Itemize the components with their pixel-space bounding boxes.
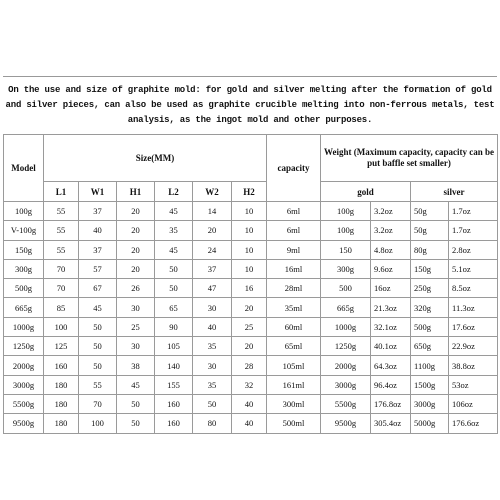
- w1-cell: 50: [79, 317, 117, 336]
- w2-cell: 47: [193, 279, 232, 298]
- h1-cell: 30: [117, 337, 155, 356]
- w1-cell: 55: [79, 375, 117, 394]
- l1-cell: 160: [44, 356, 79, 375]
- h1-cell: 25: [117, 317, 155, 336]
- gold-header: gold: [321, 182, 411, 202]
- gold-weight-cell: 100g: [321, 202, 371, 221]
- h2-cell: 10: [232, 240, 267, 259]
- w2-header: W2: [193, 182, 232, 202]
- w1-cell: 45: [79, 298, 117, 317]
- capacity-cell: 500ml: [267, 414, 321, 433]
- gold-weight-cell: 100g: [321, 221, 371, 240]
- gold-oz-cell: 32.1oz: [371, 317, 411, 336]
- w2-cell: 35: [193, 375, 232, 394]
- capacity-cell: 60ml: [267, 317, 321, 336]
- h2-cell: 32: [232, 375, 267, 394]
- model-cell: 150g: [4, 240, 44, 259]
- silver-oz-cell: 1.7oz: [449, 221, 498, 240]
- capacity-cell: 6ml: [267, 202, 321, 221]
- capacity-cell: 9ml: [267, 240, 321, 259]
- h1-cell: 45: [117, 375, 155, 394]
- w1-cell: 40: [79, 221, 117, 240]
- silver-weight-cell: 50g: [411, 221, 449, 240]
- l1-cell: 180: [44, 414, 79, 433]
- l1-cell: 85: [44, 298, 79, 317]
- l1-cell: 125: [44, 337, 79, 356]
- l2-cell: 155: [155, 375, 193, 394]
- silver-weight-cell: 1100g: [411, 356, 449, 375]
- l2-cell: 160: [155, 414, 193, 433]
- l1-header: L1: [44, 182, 79, 202]
- model-cell: 500g: [4, 279, 44, 298]
- table-body: [4, 202, 498, 434]
- gold-oz-cell: 4.8oz: [371, 240, 411, 259]
- gold-weight-cell: 3000g: [321, 375, 371, 394]
- l2-cell: 160: [155, 394, 193, 413]
- capacity-cell: 161ml: [267, 375, 321, 394]
- h2-cell: 28: [232, 356, 267, 375]
- w1-cell: 37: [79, 240, 117, 259]
- spec-sheet: [3, 76, 497, 434]
- silver-weight-cell: 1500g: [411, 375, 449, 394]
- l2-cell: 50: [155, 259, 193, 278]
- gold-oz-cell: 3.2oz: [371, 221, 411, 240]
- silver-weight-cell: 5000g: [411, 414, 449, 433]
- w2-cell: 30: [193, 356, 232, 375]
- w1-header: W1: [79, 182, 117, 202]
- silver-oz-cell: 53oz: [449, 375, 498, 394]
- model-cell: 3000g: [4, 375, 44, 394]
- l2-header: L2: [155, 182, 193, 202]
- l2-cell: 140: [155, 356, 193, 375]
- silver-oz-cell: 2.8oz: [449, 240, 498, 259]
- silver-weight-cell: 80g: [411, 240, 449, 259]
- gold-weight-cell: 2000g: [321, 356, 371, 375]
- w1-cell: 70: [79, 394, 117, 413]
- l1-cell: 180: [44, 375, 79, 394]
- capacity-cell: 300ml: [267, 394, 321, 413]
- capacity-cell: 65ml: [267, 337, 321, 356]
- gold-oz-cell: 21.3oz: [371, 298, 411, 317]
- l2-cell: 50: [155, 279, 193, 298]
- silver-oz-cell: 11.3oz: [449, 298, 498, 317]
- silver-oz-cell: 8.5oz: [449, 279, 498, 298]
- gold-oz-cell: 305.4oz: [371, 414, 411, 433]
- silver-oz-cell: 17.6oz: [449, 317, 498, 336]
- h2-cell: 20: [232, 298, 267, 317]
- w2-cell: 20: [193, 221, 232, 240]
- model-header: Model: [4, 135, 44, 202]
- gold-oz-cell: 96.4oz: [371, 375, 411, 394]
- capacity-cell: 28ml: [267, 279, 321, 298]
- silver-oz-cell: 22.9oz: [449, 337, 498, 356]
- w2-cell: 50: [193, 394, 232, 413]
- model-cell: 300g: [4, 259, 44, 278]
- h2-cell: 10: [232, 221, 267, 240]
- gold-oz-cell: 64.3oz: [371, 356, 411, 375]
- model-cell: 9500g: [4, 414, 44, 433]
- model-cell: 665g: [4, 298, 44, 317]
- h2-cell: 10: [232, 259, 267, 278]
- silver-oz-cell: 38.8oz: [449, 356, 498, 375]
- silver-oz-cell: 106oz: [449, 394, 498, 413]
- w1-cell: 50: [79, 356, 117, 375]
- h2-cell: 25: [232, 317, 267, 336]
- h1-header: H1: [117, 182, 155, 202]
- gold-weight-cell: 665g: [321, 298, 371, 317]
- l2-cell: 45: [155, 202, 193, 221]
- h1-cell: 38: [117, 356, 155, 375]
- silver-weight-cell: 150g: [411, 259, 449, 278]
- h1-cell: 20: [117, 221, 155, 240]
- l2-cell: 35: [155, 221, 193, 240]
- gold-oz-cell: 9.6oz: [371, 259, 411, 278]
- w2-cell: 14: [193, 202, 232, 221]
- capacity-cell: 6ml: [267, 221, 321, 240]
- gold-oz-cell: 176.8oz: [371, 394, 411, 413]
- table-row: [4, 394, 498, 413]
- capacity-cell: 35ml: [267, 298, 321, 317]
- size-header: Size(MM): [44, 135, 267, 182]
- intro-text: On the use and size of graphite mold: for gold and silver melting after the formation of gold and silver pieces, can also be used as graphite crucible melting into non-ferrous metals, test analysis, as the ingot mold and other purposes.: [3, 76, 497, 134]
- table-row: [4, 202, 498, 221]
- model-cell: V-100g: [4, 221, 44, 240]
- header-row: [4, 135, 498, 182]
- l1-cell: 55: [44, 221, 79, 240]
- l1-cell: 70: [44, 259, 79, 278]
- table-row: [4, 414, 498, 433]
- model-cell: 1250g: [4, 337, 44, 356]
- h1-cell: 50: [117, 394, 155, 413]
- model-cell: 2000g: [4, 356, 44, 375]
- h1-cell: 20: [117, 259, 155, 278]
- silver-oz-cell: 5.1oz: [449, 259, 498, 278]
- gold-weight-cell: 9500g: [321, 414, 371, 433]
- l2-cell: 105: [155, 337, 193, 356]
- table-row: [4, 375, 498, 394]
- w2-cell: 40: [193, 317, 232, 336]
- l2-cell: 65: [155, 298, 193, 317]
- gold-weight-cell: 500: [321, 279, 371, 298]
- l1-cell: 180: [44, 394, 79, 413]
- silver-weight-cell: 250g: [411, 279, 449, 298]
- subheader-row: [4, 182, 498, 202]
- silver-weight-cell: 3000g: [411, 394, 449, 413]
- l1-cell: 55: [44, 202, 79, 221]
- w2-cell: 30: [193, 298, 232, 317]
- w2-cell: 80: [193, 414, 232, 433]
- silver-weight-cell: 320g: [411, 298, 449, 317]
- w1-cell: 67: [79, 279, 117, 298]
- h1-cell: 50: [117, 414, 155, 433]
- capacity-cell: 105ml: [267, 356, 321, 375]
- table-row: [4, 259, 498, 278]
- gold-oz-cell: 3.2oz: [371, 202, 411, 221]
- weight-header: Weight (Maximum capacity, capacity can be put baffle set smaller): [321, 135, 498, 182]
- gold-oz-cell: 16oz: [371, 279, 411, 298]
- w2-cell: 24: [193, 240, 232, 259]
- h2-cell: 40: [232, 414, 267, 433]
- table-row: [4, 279, 498, 298]
- table-row: [4, 356, 498, 375]
- h2-cell: 40: [232, 394, 267, 413]
- silver-oz-cell: 1.7oz: [449, 202, 498, 221]
- table-row: [4, 240, 498, 259]
- l2-cell: 45: [155, 240, 193, 259]
- gold-weight-cell: 1250g: [321, 337, 371, 356]
- model-cell: 5500g: [4, 394, 44, 413]
- l1-cell: 100: [44, 317, 79, 336]
- silver-oz-cell: 176.6oz: [449, 414, 498, 433]
- gold-oz-cell: 40.1oz: [371, 337, 411, 356]
- model-cell: 100g: [4, 202, 44, 221]
- table-row: [4, 221, 498, 240]
- table-row: [4, 298, 498, 317]
- h1-cell: 20: [117, 202, 155, 221]
- h1-cell: 26: [117, 279, 155, 298]
- gold-weight-cell: 300g: [321, 259, 371, 278]
- h2-cell: 10: [232, 202, 267, 221]
- w2-cell: 37: [193, 259, 232, 278]
- h2-cell: 16: [232, 279, 267, 298]
- w1-cell: 57: [79, 259, 117, 278]
- l2-cell: 90: [155, 317, 193, 336]
- table-row: [4, 317, 498, 336]
- silver-header: silver: [411, 182, 498, 202]
- silver-weight-cell: 50g: [411, 202, 449, 221]
- h2-cell: 20: [232, 337, 267, 356]
- l1-cell: 55: [44, 240, 79, 259]
- w1-cell: 100: [79, 414, 117, 433]
- w1-cell: 37: [79, 202, 117, 221]
- h2-header: H2: [232, 182, 267, 202]
- model-cell: 1000g: [4, 317, 44, 336]
- w2-cell: 35: [193, 337, 232, 356]
- silver-weight-cell: 500g: [411, 317, 449, 336]
- w1-cell: 50: [79, 337, 117, 356]
- capacity-cell: 16ml: [267, 259, 321, 278]
- gold-weight-cell: 1000g: [321, 317, 371, 336]
- capacity-header: capacity: [267, 135, 321, 202]
- gold-weight-cell: 150: [321, 240, 371, 259]
- size-table: [3, 134, 498, 434]
- h1-cell: 20: [117, 240, 155, 259]
- gold-weight-cell: 5500g: [321, 394, 371, 413]
- table-row: [4, 337, 498, 356]
- h1-cell: 30: [117, 298, 155, 317]
- l1-cell: 70: [44, 279, 79, 298]
- silver-weight-cell: 650g: [411, 337, 449, 356]
